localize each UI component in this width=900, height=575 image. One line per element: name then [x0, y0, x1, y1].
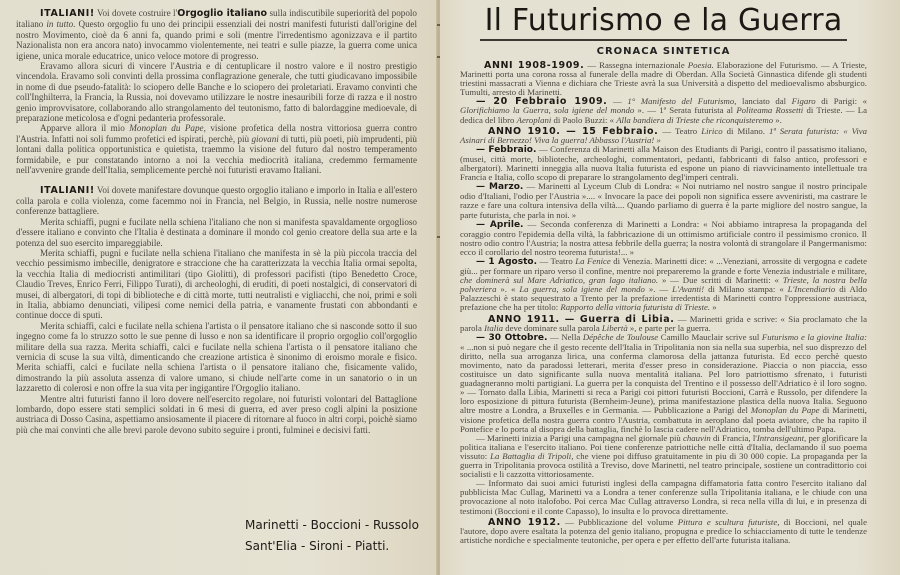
italic-phrase: Monoplan du Pape — [750, 405, 820, 416]
paragraph-merita-2: Merita schiaffi, pugni e fucilate nella schiena l'italiano che manifesta in sè la più piccola traccia del vecchio pessimismo imbecille, denigratore e straccione che ha caratterizzata la vecchia Italia ormai sepolta, la vecchia Italia di mediocristi antimilitari (tipo Giolitti), di professori pacifisti (tipo Benedetto Croce, Claudio Treves, Enrico Ferri, Filippo Turati), di archeologhi, di eruditi, di poeti nostalgici, di conservatori di musei, di albergatori, di topi di biblioteche e di città morte, tutti neutralisti e vigliacchi, che noi, primi e soli in Italia, abbiamo denunciati, vilipesi come nemici della patria, e vanamente frustati con abbondanti e continue docce di sputi. — [16, 247, 417, 321]
exclamation-lead: ITALIANI! — [40, 8, 95, 19]
text-run: — Teatro — [658, 125, 702, 136]
chronicle — [460, 4, 867, 545]
entry-heading: — 30 Ottobre. — [476, 332, 548, 343]
entry-heading: — 20 Febbraio 1909. — [476, 96, 608, 108]
italic-phrase: Intransigeant, — [756, 432, 807, 443]
signatories-line-1: Marinetti - Boccioni - Russolo — [245, 518, 419, 532]
text-run: Voi dovete manifestare dovunque questo orgoglio italiano e imporlo in Italia e all'estero colla parola e colla violenza, come facemmo noi in Francia, nel Belgio, in Russia, nelle nostre numerose conferenze battagliere. — [16, 184, 418, 217]
text-run: — Marinetti inizia a Parigi una campagna nel giornale più — [476, 432, 684, 443]
text-run: ». « — [496, 284, 520, 295]
exclamation-lead: ITALIANI! — [40, 184, 95, 196]
text-run: — Rassegna internazionale — [584, 60, 688, 70]
text-run: che viene poi diffuso gratuitamente in piu di 30 000 copie. La propaganda per la guerra in Tripolitania provoca ostilità a Treviso, dove Marinetti, nel teatro principale, sostiene un contradittorio coi socialisti e li cazzotta vittoriosamente. — [460, 450, 868, 480]
chronicle-entry-agosto — [460, 257, 867, 313]
entry-heading: — Febbraio. — [476, 144, 537, 155]
italic-phrase: Aeroplani — [516, 114, 552, 125]
italic-phrase: Glorifichiamo la Guerra, sola igiene del mondo — [460, 105, 635, 116]
italic-phrase: Pittura e scultura futuriste, — [677, 516, 780, 527]
text-run: di Paolo Buzzi: « — [551, 114, 617, 125]
text-run: ». — [773, 114, 782, 125]
italic-phrase: Politeama Rossetti — [736, 105, 804, 116]
italic-phrase: Alla bandiera di Trieste che riconquisteremo — [616, 114, 774, 125]
text-run: di Boccioni, nel quale l'autore, dopo avere esaltata la potenza del genio italiano, propugna e predice lo schiacciamento di tutte le tendenze artistiche nordiche e specialmente teutoniche, per opera e per effetto dell'arte futurista italiana. — [460, 516, 867, 545]
chronicle-entry-mac-cullag: — Informato dai suoi amici futuristi inglesi della campagna diffamatoria fatta contro l'esercito italiano dal pubblicista Mac Cullag, Marinetti va a Londra a tener conferenze sulla Tripolitania italiana, e le chiude con una provocazione al noto italofobo. Poi cerca Mac Cullag attraverso Londra, si reca nella villa di lui, e in presenza di testimoni (Boccioni e il conte Capasso), lo insulta e lo provoca direttamente. — [460, 478, 867, 516]
paragraph-mentre: Mentre altri futuristi fanno il loro dovere nell'esercito regolare, noi futuristi volontari del Battaglione lombardo, dopo essere stati semplici soldati in 6 mesi di guerra, ed aver preso cogli alpini la posizione austriaca di Dosso Casina, aspettiamo ansiosamente il piacere di ritornare al fuoco in altri corpi, poichè siamo più che mai convinti che alle brevi parole devono subito seguire i pronti, fulminei e decisivi fatti. — [16, 393, 417, 435]
italic-phrase: in tutto. — [46, 19, 76, 30]
text-run: », e parte per la guerra. — [627, 322, 711, 333]
right-page — [440, 0, 900, 575]
italic-phrase: giovani — [251, 133, 279, 144]
text-run: Camillo Mauclair scrive sul — [658, 331, 762, 342]
text-run: Questo orgoglio fu uno dei principii essenziali dei nostri manifesti futuristi dall'origine del nostro Movimento, cioè da 6 anni fa, quando primi e soli (mentre l'irredentismo agonizzava e il partito Nazionalista non era ancora nato) invocammo violentemente, nei teatri e sulle piazze, la guerra come unica igiene, unica morale educatrice, unico veloce motore di progresso. — [16, 19, 417, 61]
italic-phrase: Figaro — [791, 96, 816, 107]
italic-phrase: 1° Manifesto del Futurismo, — [627, 96, 737, 107]
entry-heading: ANNO 1911. — Guerra di Libia. — [488, 313, 675, 325]
text-run: ». — — [644, 284, 673, 295]
chronicle-entry-marzo — [460, 182, 867, 219]
text-run: — Nella — [547, 331, 583, 342]
chronicle-entry-aprile — [460, 220, 867, 257]
chronicle-entry-1908 — [460, 61, 867, 97]
chronicle-entry-1910 — [460, 127, 867, 145]
chronicle-entry-1911 — [460, 315, 867, 333]
italic-phrase: Poesia. — [687, 60, 714, 70]
manifesto-text — [16, 8, 417, 435]
text-run: visione profetica della nostra vittoriosa guerra contro l'Austria. Infatti noi soli fummo profetici ed ispirati, perchè, più — [16, 123, 417, 144]
entry-heading: — Aprile. — [476, 219, 524, 230]
title-rule — [480, 39, 847, 41]
chronicle-entry-febbraio — [460, 145, 867, 182]
text-run: Voi dovete costruire l' — [94, 8, 178, 18]
text-run: di Trieste. — La dedica del libro — [460, 105, 867, 125]
entry-heading: ANNO 1912. — [488, 516, 561, 528]
entry-heading: — Marzo. — [476, 182, 524, 193]
text-run: di Francia, l' — [710, 432, 757, 443]
italic-phrase: 1ª Serata futurista: « Viva Asinari di Bernezzo! Viva la guerra! Abbasso l'Austria! » — [460, 125, 868, 145]
italic-phrase: La Fenice — [575, 255, 611, 266]
text-run: deve dominare sulla parola — [503, 322, 602, 333]
chronicle-entry-intransigeant — [460, 434, 867, 479]
text-run: — Marinetti al Lyceum Club di Londra: « Noi nutriamo nel nostro sangue il nostro principale odio d'Italiani, l'odio per l'Austria ».... « Invocare la pace dei popoli non significa essere avveniristi, ma castrare le razze e fare una coltura intensiva della viltà.... Quando parliamo di guerra è la parte migliore del nostro sangue, la parte futurista, che parla in noi. » — [460, 181, 867, 220]
text-run: per glorificare la politica italiana e l'esercito italiano. Poi tiene conferenze patriottiche nelle città d'Italia, declamando il suo poema vissuto: — [460, 432, 867, 461]
signatories — [245, 515, 435, 557]
text-run: di Venezia. Marinetti dice: « ...Veneziani, arrossite di vergogna e cadete giù... per formare un riparo verso il confine, mentre noi prepareremo la grande e forte Venezia industriale e militare, — [460, 255, 867, 277]
chronicle-entry-1912 — [460, 518, 867, 545]
italic-phrase: Libertà — [601, 322, 628, 333]
signatories-line-2: Sant'Elia - Sironi - Piatti. — [245, 539, 390, 553]
text-run: — Teatro — [536, 255, 576, 266]
chronicle-entry-ottobre — [460, 333, 867, 434]
text-run: di Milano stampa: « — [704, 284, 788, 295]
paragraph-orgoglio — [16, 8, 417, 61]
entry-heading: ANNI 1908-1909. — [484, 60, 585, 71]
italic-phrase: che dominerà sul Mare Adriatico, gran lago italiano. — [460, 275, 659, 286]
text-run: ». — 1ª Serata futurista al — [634, 105, 737, 116]
text-run: — — [607, 96, 628, 107]
bold-phrase: Orgoglio italiano — [177, 8, 268, 19]
text-run: di tutti, più poeti, più imprudenti, più lontani dalla politica opportunistica e quietista, traemmo la visione del futuro dal nostro temperamento formidabile, e pur constatando intorno a noi la vecchia mediocrità italiana, credemmo fermamente nell'avvenire grande dell'Italia, semplicemente perchè noi futuristi eravamo Italiani. — [16, 133, 417, 176]
italic-phrase: Italia — [484, 322, 504, 333]
italic-phrase: L'Avanti! — [672, 284, 705, 295]
text-run: lanciato dal — [736, 96, 792, 107]
italic-phrase: Futurismo e la giovine Italia: — [761, 331, 867, 342]
text-run: — Pubblicazione del volume — [560, 516, 678, 527]
italic-phrase: Dépêche de Toulouse — [582, 331, 659, 342]
page-subtitle: CRONACA SINTETICA — [596, 46, 731, 57]
text-run: — Seconda conferenza di Marinetti a Londra: « Noi abbiamo intrapresa la propaganda del coraggio contro l'epidemia della viltà, la fabbricazione di un ottimismo artificiale contro il pessimismo cronico. Il nostro odio contro l'Austria; la nostra attesa febbrile della guerra; la nostra volontà di strangolare il Pangermanismo: ecco il corollario del nostro teorema futurista!... » — [460, 218, 867, 257]
entry-heading: — 1 Agosto. — [476, 256, 537, 267]
italic-phrase: La guerra, sola igiene del mondo — [519, 284, 645, 295]
paragraph-merita-3: Merita schiaffi, calci e fucilate nella schiena l'artista o il pensatore italiano che si nasconde sotto il suo ingegno come fa lo struzzo sotto le sue penne di lusso e non sa identificare il proprio orgoglio coll'orgoglio militare della sua razza. Merita schiaffi, calci e fucilate nella schiena l'artista o il pensatore italiano che vernicia di scuse la sua viltà, dimenticando che creazione artistica è sinonimo di eroismo morale e fisico. Merita schiaffi, calci e fucilate nella schiena l'artista o il pensatore italiano che, fisicamente valido, dimostrando la più assoluta assenza di valore umano, si chiude nell'arte come in un sanatorio o in un lazzaretto di colerosi e non offre la sua vita per ingigantire l'Orgoglio italiano. — [16, 320, 417, 394]
italic-phrase: chauvin — [683, 432, 711, 443]
italic-phrase: Lirico — [701, 125, 723, 136]
paragraph-monoplan — [16, 123, 417, 175]
text-run: » — Due scritti di Marinetti: « — [658, 275, 783, 286]
text-run: di Parigi: « — [815, 96, 868, 107]
spacer — [16, 176, 417, 185]
paragraph-merita-1: Merita schiaffi, pugni e fucilate nella schiena l'italiano che non si manifesta spavaldamente orgoglioso d'essere italiano e convinto che l'Italia è destinata a dominare il mondo col genio creatore della sua arte e la potenza del suo esercito impareggiabile. — [16, 216, 417, 248]
italic-phrase: La Battaglia di Tripoli, — [490, 450, 574, 461]
text-run: di Marinetti, visione profetica della nostra guerra contro l'Austria, combattuta in aeroplano dal poeta aviatore, che ha rapito il Pontefice e lo porta al disopra della battaglia, finchè lo lascia cadere nell'Adriatico, tomba dell'ultimo Papa. — [460, 405, 867, 434]
italic-phrase: Monoplan du Pape, — [129, 123, 206, 134]
text-run: sulla indiscutibile superiorità del popolo italiano — [16, 8, 417, 30]
paragraph-manifestare — [16, 185, 417, 217]
text-run: di Aldo Palazzeschi è stato sequestrato a Trento per la prefazione irredentista di Marinetti contro l'oppressione austriaca, prefazione che ha per titolo: — [460, 284, 867, 313]
text-run: « ...non si può negare che il gesto recente dell'Italia in Tripolitania non sia nella sua superbia, nel suo disprezzo del diritto, nella sua arroganza lirica, una conferma clamorosa della jattanza futurista. Ed ecco perchè questo movimento, nato da paradossi letterari, merita d'esser preso in considerazione. Piaccia o non piaccia, esso costituisce un dato significante sulla nuova mentalità italiana. Pel loro patriottismo sfrenato, i futuristi guadagneranno molti partigiani. La guerra per la conquista del Trentino e il possesso dell'Adriatico è il loro sogno. » — Tornato dalla Libia, Marinetti si reca a Parigi coi pittori futuristi Boccioni, Carrà e Russolo, per difendere la loro esposizione di pittura futurista (Bernheim-Jeune), prima manifestazione plastica della nuova Italia. Seguono altre mostre a Londra, a Bruxelles e in Germania. — Pubblicazione a Parigi del — [460, 341, 867, 416]
left-page — [0, 0, 438, 575]
paragraph-eravamo: Eravamo allora sicuri di vincere l'Austria e di centuplicare il nostro valore e il nostro prestigio vincendola. Eravamo soli convinti della prossima conflagrazione generale, che tutti giudicavano impossibile in nome di due pseudo-fatalità: lo sciopero delle Banche e lo sciopero dei proletariati. Eravamo convinti che coll'Inghilterra, la Francia, la Russia, noi dovevamo utilizzare le nostre inesauribili forze di razza e il nostro genio improvvisatore, collaborando allo strangolamento del teutonismo, fatto di balordaggine medioevale, di preparazione meticolosa e d'ogni pedanteria professorale. — [16, 61, 417, 124]
text-run: Elaborazione del Futurismo. — A Trieste, Marinetti porta una corona rossa al funerale della madre di Oberdan. Alla Società Ginnastica difende gli studenti triestini massacrati a Vienna e dichiara che Trieste avrà la sua Università a dispetto del medioevalismo absburgico. Tumulti, arresto di Marinetti. — [460, 60, 867, 98]
text-run: Apparve allora il mio — [40, 123, 130, 134]
page-title: Il Futurismo e la Guerra — [484, 3, 843, 38]
italic-phrase: L'Incendiario — [787, 284, 836, 295]
italic-phrase: Rapporto della vittoria futurista di Trieste. — [560, 302, 711, 313]
text-run: — Marinetti grida e scrive: « Sia proclamato che la parola — [460, 313, 867, 333]
entry-heading: ANNO 1910. — 15 Febbraio. — [488, 125, 659, 137]
italic-phrase: Trieste, la nostra bella polveriera — [460, 275, 867, 295]
chronicle-entry-feb-1909 — [460, 97, 867, 124]
text-run: » — [710, 302, 717, 313]
text-run: — Conferenza di Marinetti alla Maison des Etudiants di Parigi, contro il passatismo italiano, (musei, città morte, biblioteche, archeologhi, commentatori, pedanti, fabbricanti di falso antico, professori e albergatori). Marinetti inneggia alla nuova Italia futurista ed espone un piano di riavvicinamento intellettuale tra Francia e Italia, collo scopo di preparare lo strangolamento degl'imperi centrali. — [460, 143, 867, 183]
text-run: di Milano. — [722, 125, 769, 136]
